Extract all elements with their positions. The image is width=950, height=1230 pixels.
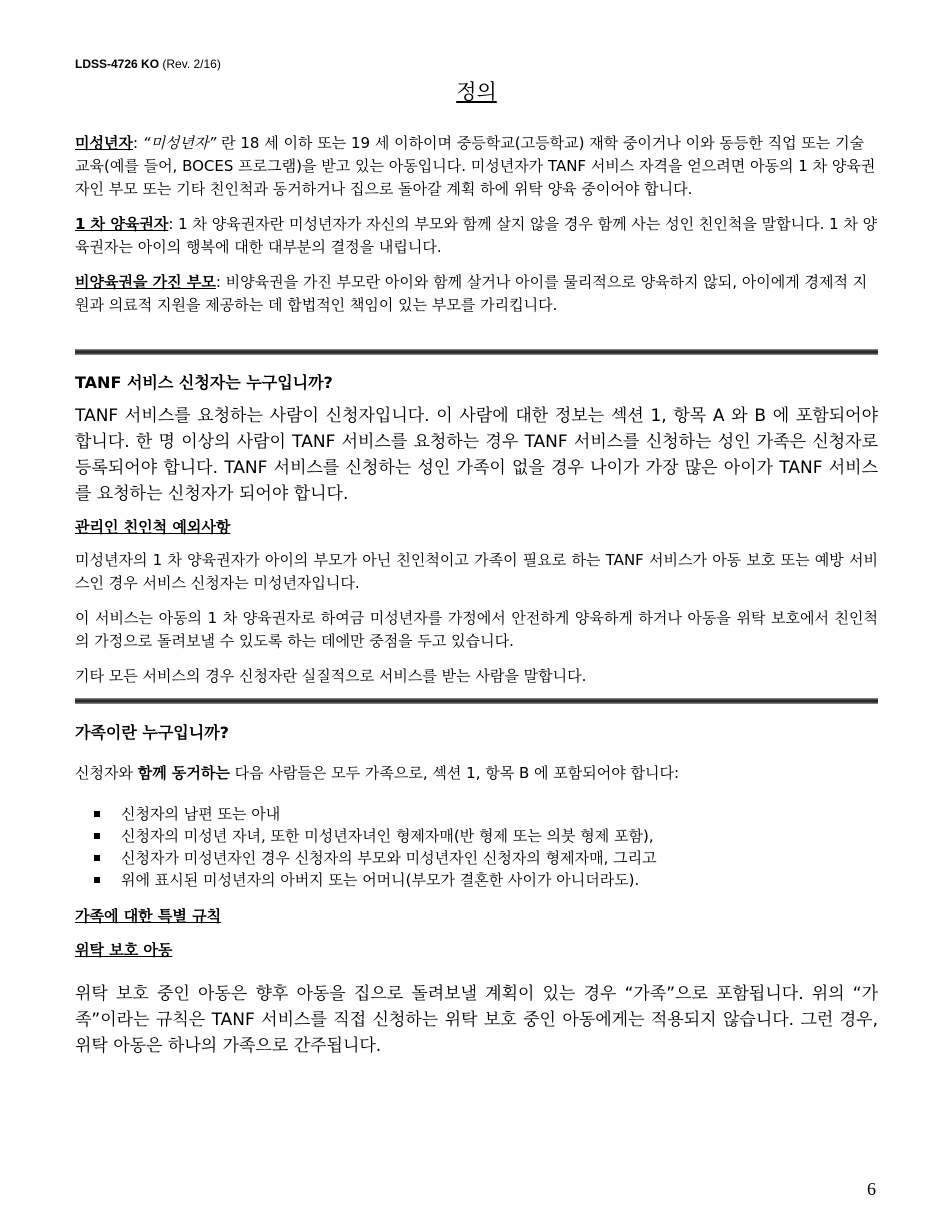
definition-noncustodial-text: : 비양육권을 가진 부모란 아이와 함께 살거나 아이를 물리적으로 양육하지 않되, 아이에게 경제적 지원과 의료적 지원을 제공하는 데 합법적인 책임이 있는 부모를 가리킵니다. bbox=[75, 273, 868, 314]
intro-part-b: 다음 사람들은 모두 가족으로, 섹션 1, 항목 B 에 포함되어야 합니다: bbox=[229, 764, 680, 782]
household-member-list bbox=[75, 803, 878, 891]
definition-minor: 미성년자: “미성년자” 란 18 세 이하 또는 19 세 이하이며 중등학교(고등학교) 재학 중이거나 이와 동등한 직업 또는 기술 교육(예를 들어, BOCES 프로그램)을 받고 있는 아동입니다. 미성년자가 TANF 서비스 자격을 얻으려면 아동의 1 차 양육권자인 부모 또는 기타 친인척과 동거하거나 집으로 돌아갈 계획 하에 위탁 양육 중이어야 합니다. bbox=[75, 134, 876, 198]
caretaker-exception-section bbox=[75, 549, 878, 688]
applicant-text: TANF 서비스를 요청하는 사람이 신청자입니다. 이 사람에 대한 정보는 섹션 1, 항목 A 와 B 에 포함되어야 합니다. 한 명 이상의 사람이 TANF 서비스를 요청하는 경우 TANF 서비스를 신청하는 성인 가족은 신청자로 등록되어야 합니다. TANF 서비스를 신청하는 성인 가족이 없을 경우 나이가 가장 많은 아이가 TANF 서비스를 요청하는 신청자가 되어야 합니다. bbox=[75, 406, 878, 504]
term-minor: 미성년자 bbox=[75, 134, 133, 152]
intro-part-a: 신청자와 bbox=[75, 764, 138, 782]
bullet-square-icon bbox=[94, 877, 100, 883]
list-item bbox=[75, 847, 878, 869]
subheading-foster-care: 위탁 보호 아동 bbox=[75, 941, 173, 959]
form-code: LDSS-4726 KO bbox=[75, 57, 160, 71]
page-number: 6 bbox=[867, 1179, 876, 1199]
list-item bbox=[75, 803, 878, 825]
term-minor-quote: “미성년자” bbox=[142, 134, 217, 152]
intro-bold: 함께 동거하는 bbox=[137, 764, 230, 782]
section-divider bbox=[75, 349, 878, 355]
section-divider bbox=[75, 698, 878, 704]
list-item bbox=[75, 869, 878, 891]
caretaker-para-3: 기타 모든 서비스의 경우 신청자란 실질적으로 서비스를 받는 사람을 말합니다. bbox=[75, 667, 587, 685]
foster-care-text: 위탁 보호 중인 아동은 향후 아동을 집으로 돌려보낼 계획이 있는 경우 “가족”으로 포함됩니다. 위의 “가족”이라는 규칙은 TANF 서비스를 직접 신청하는 위탁 보호 중인 아동에게는 적용되지 않습니다. 그런 경우, 위탁 아동은 하나의 가족으로 간주됩니다. bbox=[75, 984, 878, 1056]
form-identifier bbox=[75, 57, 221, 71]
caretaker-para-2: 이 서비스는 아동의 1 차 양육권자로 하여금 미성년자를 가정에서 안전하게 양육하게 하거나 아동을 위탁 보호에서 친인척의 가정으로 돌려보낼 수 있도록 하는 데에만 중점을 두고 있습니다. bbox=[75, 609, 878, 650]
caretaker-para-1: 미성년자의 1 차 양육권자가 아이의 부모가 아닌 친인척이고 가족이 필요로 하는 TANF 서비스가 아동 보호 또는 예방 서비스인 경우 서비스 신청자는 미성년자입니다. bbox=[75, 551, 878, 592]
definitions-section bbox=[75, 132, 878, 317]
foster-care-paragraph bbox=[75, 981, 878, 1059]
term-noncustodial-parent: 비양육권을 가진 부모 bbox=[75, 273, 216, 291]
section-heading-household: 가족이란 누구입니까? bbox=[75, 723, 229, 742]
list-item-text: 신청자의 미성년 자녀, 또한 미성년자녀인 형제자매(반 형제 또는 의붓 형제 포함), bbox=[121, 827, 654, 845]
list-item bbox=[75, 825, 878, 847]
definition-primary-caretaker bbox=[75, 213, 878, 259]
document-page bbox=[75, 0, 878, 1230]
subheading-special-rules: 가족에 대한 특별 규칙 bbox=[75, 907, 222, 925]
subheading-caretaker-exception: 관리인 친인척 예외사항 bbox=[75, 518, 231, 536]
bullet-square-icon bbox=[94, 833, 100, 839]
list-item-text: 신청자가 미성년자인 경우 신청자의 부모와 미성년자인 신청자의 형제자매, 그리고 bbox=[121, 849, 657, 867]
household-intro-text bbox=[75, 762, 878, 785]
list-item-text: 위에 표시된 미성년자의 아버지 또는 어머니(부모가 결혼한 사이가 아니더라도). bbox=[121, 871, 640, 889]
definition-primary-text: : 1 차 양육권자란 미성년자가 자신의 부모와 함께 살지 않을 경우 함께 사는 성인 친인척을 말합니다. 1 차 양육권자는 아이의 행복에 대한 대부분의 결정을 내립니다. bbox=[75, 215, 878, 256]
applicant-paragraph bbox=[75, 403, 878, 507]
bullet-square-icon bbox=[94, 811, 100, 817]
section-heading-applicant: TANF 서비스 신청자는 누구입니까? bbox=[75, 373, 333, 392]
term-primary-caretaker: 1 차 양육권자 bbox=[75, 215, 169, 233]
definition-minor-text: 란 18 세 이하 또는 19 세 이하이며 중등학교(고등학교) 재학 중이거나 이와 동등한 직업 또는 기술 교육(예를 들어, BOCES 프로그램)을 받고 있는 아동입니다. 미성년자가 TANF 서비스 자격을 얻으려면 아동의 1 차 양육권자인 부모 또는 기타 친인척과 동거하거나 집으로 돌아갈 계획 하에 위탁 양육 중이어야 합니다. bbox=[75, 134, 876, 198]
form-revision: (Rev. 2/16) bbox=[162, 57, 221, 71]
page-title: 정의 bbox=[456, 80, 497, 104]
household-intro bbox=[75, 762, 878, 785]
bullet-square-icon bbox=[94, 855, 100, 861]
list-item-text: 신청자의 남편 또는 아내 bbox=[121, 805, 281, 823]
definition-noncustodial-parent bbox=[75, 271, 878, 317]
